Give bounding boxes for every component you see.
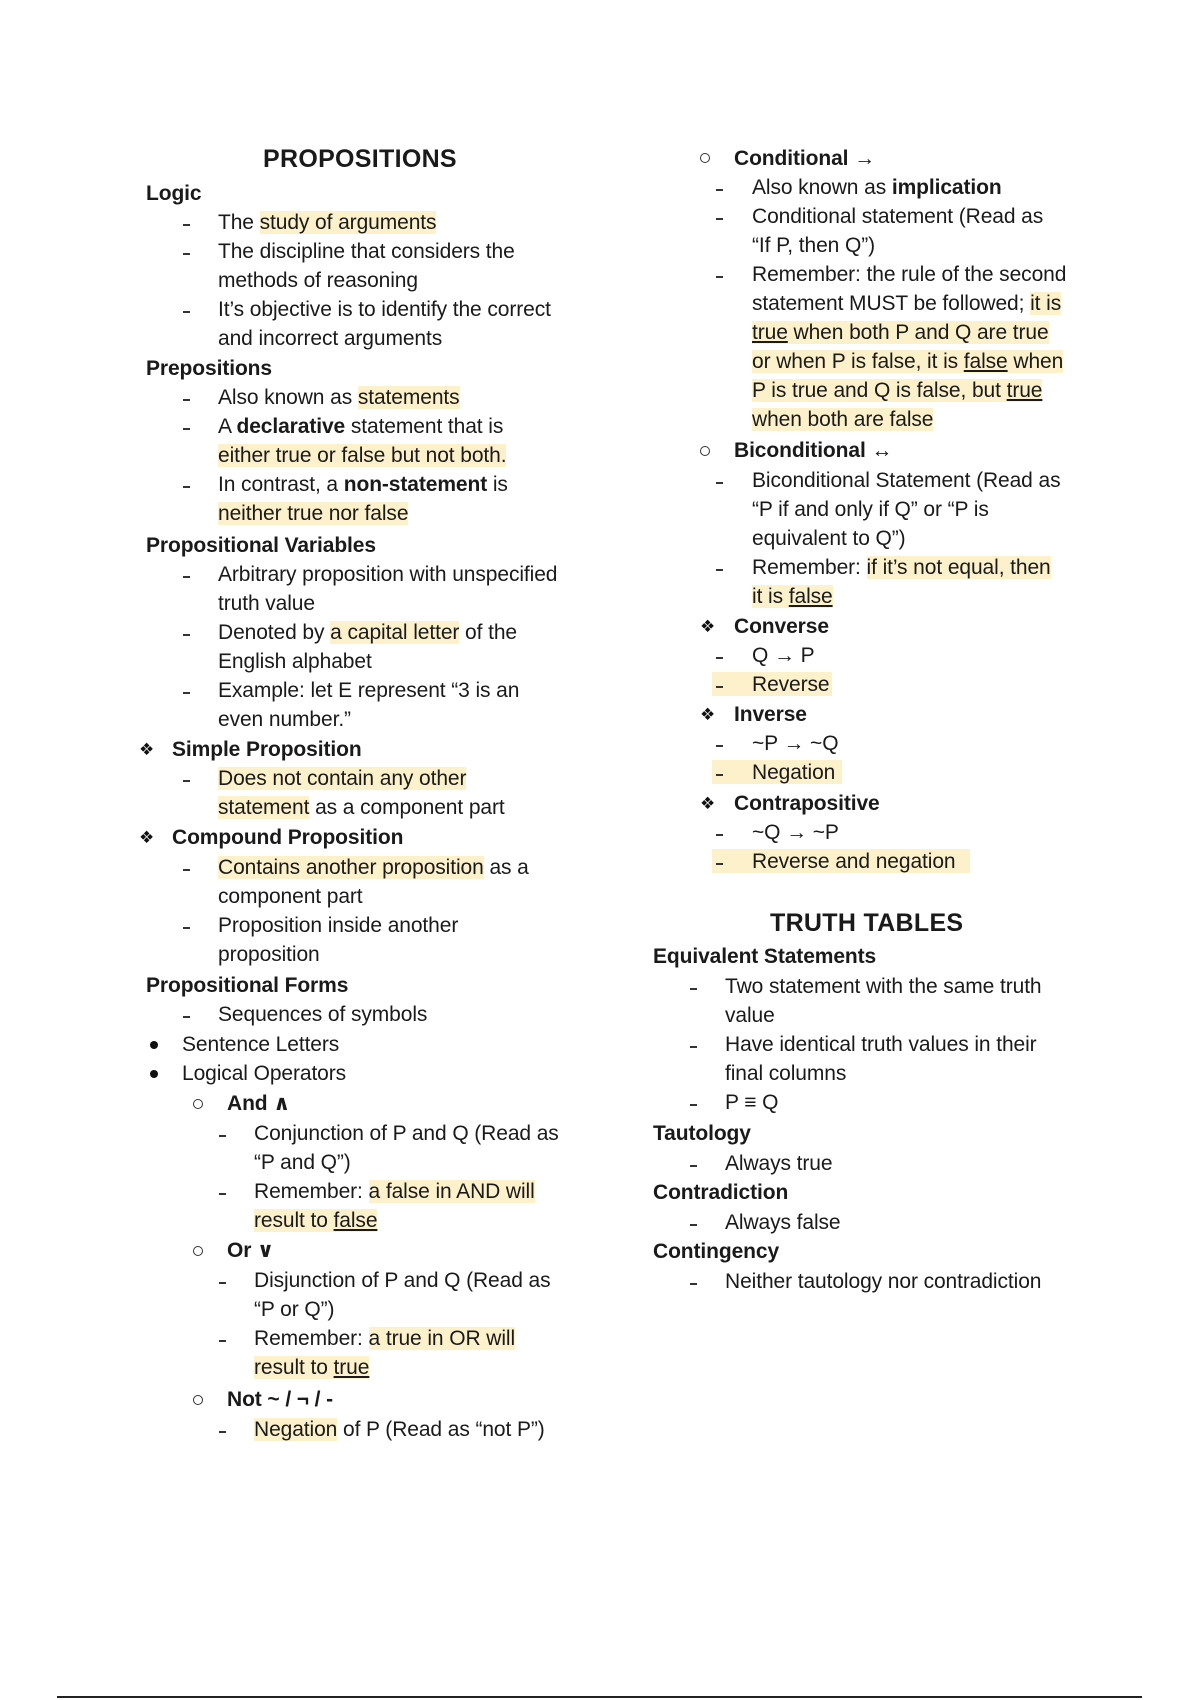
dash-marker xyxy=(183,399,190,401)
conditional-item-3-l5: P is true and Q is false, but true xyxy=(752,379,1043,402)
dash-marker xyxy=(716,276,723,278)
diamond-bullet-icon: ❖ xyxy=(700,617,716,636)
logic-item-2: The discipline that considers the xyxy=(218,240,515,263)
prop-vars-heading: Propositional Variables xyxy=(146,534,376,557)
biconditional-item-1: Biconditional Statement (Read as xyxy=(752,469,1061,492)
simple-item-1: Does not contain any other xyxy=(218,767,467,790)
biconditional-label: Biconditional ↔ xyxy=(734,439,893,462)
dash-marker xyxy=(716,482,723,484)
equivalent-item-2: Have identical truth values in their xyxy=(725,1033,1037,1056)
dash-marker xyxy=(716,863,723,865)
prop-vars-item-2: Denoted by a capital letter of the xyxy=(218,621,517,644)
contradiction-item: Always false xyxy=(725,1211,841,1234)
forms-heading: Propositional Forms xyxy=(146,974,349,997)
dash-marker xyxy=(716,745,723,747)
equivalent-item-1: Two statement with the same truth xyxy=(725,975,1042,998)
bullet-dot-icon xyxy=(150,1041,158,1049)
logic-item-2-cont: methods of reasoning xyxy=(218,269,418,292)
dash-marker xyxy=(219,1431,226,1433)
dash-marker xyxy=(183,311,190,313)
compound-item-2: Proposition inside another xyxy=(218,914,459,937)
prop-vars-item-3: Example: let E represent “3 is an xyxy=(218,679,520,702)
dash-marker xyxy=(183,1016,190,1018)
contingency-item: Neither tautology nor contradiction xyxy=(725,1270,1042,1293)
not-item-1: Negation of P (Read as “not P”) xyxy=(254,1418,545,1441)
conditional-label: Conditional → xyxy=(734,147,876,170)
tautology-heading: Tautology xyxy=(653,1122,751,1145)
simple-heading: Simple Proposition xyxy=(172,738,362,761)
diamond-bullet-icon: ❖ xyxy=(139,828,155,847)
forms-item-1: Sequences of symbols xyxy=(218,1003,428,1026)
prop-vars-item-2-cont: English alphabet xyxy=(218,650,372,673)
circle-bullet-icon xyxy=(700,446,710,456)
inverse-formula: ~P → ~Q xyxy=(752,732,839,755)
section-title-truth-tables: TRUTH TABLES xyxy=(770,909,964,937)
prop-vars-item-1: Arbitrary proposition with unspecified xyxy=(218,563,558,586)
equivalent-item-2-cont: final columns xyxy=(725,1062,847,1085)
or-item-1: Disjunction of P and Q (Read as xyxy=(254,1269,551,1292)
converse-note: Reverse xyxy=(752,673,830,696)
dash-marker xyxy=(716,189,723,191)
contingency-heading: Contingency xyxy=(653,1240,780,1263)
and-item-2: Remember: a false in AND will xyxy=(254,1180,535,1203)
or-item-1-cont: “P or Q”) xyxy=(254,1298,335,1321)
diamond-bullet-icon: ❖ xyxy=(139,740,155,759)
dash-marker xyxy=(183,780,190,782)
prepositions-item-3-cont: neither true nor false xyxy=(218,502,409,525)
prepositions-item-2: A declarative statement that is xyxy=(218,415,504,438)
dash-marker xyxy=(219,1193,226,1195)
prepositions-heading: Prepositions xyxy=(146,357,272,380)
bullet-dot-icon xyxy=(150,1070,158,1078)
dash-marker xyxy=(183,224,190,226)
logic-heading: Logic xyxy=(146,182,202,205)
dash-marker xyxy=(690,1283,697,1285)
logic-item-3: It’s objective is to identify the correct xyxy=(218,298,551,321)
dash-marker xyxy=(716,774,723,776)
dash-marker xyxy=(183,428,190,430)
diamond-bullet-icon: ❖ xyxy=(700,705,716,724)
dash-marker xyxy=(183,253,190,255)
or-item-2: Remember: a true in OR will xyxy=(254,1327,516,1350)
conditional-item-3-l2: statement MUST be followed; it is xyxy=(752,292,1062,315)
inverse-heading: Inverse xyxy=(734,703,807,726)
dash-marker xyxy=(690,1224,697,1226)
equivalent-item-1-cont: value xyxy=(725,1004,775,1027)
equivalent-heading: Equivalent Statements xyxy=(653,945,877,968)
dash-marker xyxy=(716,686,723,688)
tautology-item: Always true xyxy=(725,1152,833,1175)
dash-marker xyxy=(690,988,697,990)
logic-item-1: The study of arguments xyxy=(218,211,437,234)
conditional-item-2: Conditional statement (Read as xyxy=(752,205,1044,228)
and-item-2-cont: result to false xyxy=(254,1209,378,1232)
dash-marker xyxy=(690,1046,697,1048)
logic-item-3-cont: and incorrect arguments xyxy=(218,327,443,350)
prepositions-item-1: Also known as statements xyxy=(218,386,460,409)
page-title: PROPOSITIONS xyxy=(263,145,457,173)
footer-divider xyxy=(57,1696,1142,1698)
circle-bullet-icon xyxy=(193,1395,203,1405)
compound-heading: Compound Proposition xyxy=(172,826,404,849)
dash-marker xyxy=(219,1282,226,1284)
forms-bullet-1: Sentence Letters xyxy=(182,1033,340,1056)
and-item-1-cont: “P and Q”) xyxy=(254,1151,351,1174)
prepositions-item-3: In contrast, a non-statement is xyxy=(218,473,508,496)
and-label: And ∧ xyxy=(227,1092,291,1115)
or-item-2-cont: result to true xyxy=(254,1356,370,1379)
circle-bullet-icon xyxy=(700,153,710,163)
dash-marker xyxy=(690,1165,697,1167)
biconditional-item-2: Remember: if it’s not equal, then xyxy=(752,556,1051,579)
biconditional-item-1-l3: equivalent to Q”) xyxy=(752,527,906,550)
dash-marker xyxy=(716,218,723,220)
conditional-item-1: Also known as implication xyxy=(752,176,1002,199)
dash-marker xyxy=(183,634,190,636)
dash-marker xyxy=(716,569,723,571)
dash-marker xyxy=(690,1104,697,1106)
inverse-note: Negation xyxy=(752,761,836,784)
prepositions-item-2-cont: either true or false but not both. xyxy=(218,444,507,467)
dash-marker xyxy=(183,927,190,929)
dash-marker xyxy=(183,576,190,578)
simple-item-1-cont: statement as a component part xyxy=(218,796,505,819)
contrapositive-note: Reverse and negation xyxy=(752,850,956,873)
conditional-item-3-l6: when both are false xyxy=(752,408,934,431)
compound-item-1: Contains another proposition as a xyxy=(218,856,529,879)
conditional-item-3-l3: true when both P and Q are true xyxy=(752,321,1049,344)
diamond-bullet-icon: ❖ xyxy=(700,794,716,813)
dash-marker xyxy=(716,657,723,659)
compound-item-1-cont: component part xyxy=(218,885,363,908)
contrapositive-heading: Contrapositive xyxy=(734,792,880,815)
and-item-1: Conjunction of P and Q (Read as xyxy=(254,1122,559,1145)
dash-marker xyxy=(183,869,190,871)
conditional-item-3-l4: or when P is false, it is false when xyxy=(752,350,1064,373)
dash-marker xyxy=(716,834,723,836)
converse-formula: Q → P xyxy=(752,644,815,667)
contrapositive-formula: ~Q → ~P xyxy=(752,821,839,844)
or-label: Or ∨ xyxy=(227,1239,274,1262)
biconditional-item-1-l2: “P if and only if Q” or “P is xyxy=(752,498,989,521)
conditional-item-3: Remember: the rule of the second xyxy=(752,263,1067,286)
compound-item-2-cont: proposition xyxy=(218,943,320,966)
conditional-item-2-cont: “If P, then Q”) xyxy=(752,234,875,257)
dash-marker xyxy=(219,1135,226,1137)
converse-heading: Converse xyxy=(734,615,829,638)
dash-marker xyxy=(183,486,190,488)
not-label: Not ~ / ¬ / - xyxy=(227,1388,334,1411)
forms-bullet-2: Logical Operators xyxy=(182,1062,347,1085)
biconditional-item-2-cont: it is false xyxy=(752,585,833,608)
contradiction-heading: Contradiction xyxy=(653,1181,789,1204)
dash-marker xyxy=(183,692,190,694)
prop-vars-item-1-cont: truth value xyxy=(218,592,315,615)
equivalent-item-3: P ≡ Q xyxy=(725,1091,779,1114)
circle-bullet-icon xyxy=(193,1246,203,1256)
prop-vars-item-3-cont: even number.” xyxy=(218,708,351,731)
dash-marker xyxy=(219,1340,226,1342)
circle-bullet-icon xyxy=(193,1099,203,1109)
